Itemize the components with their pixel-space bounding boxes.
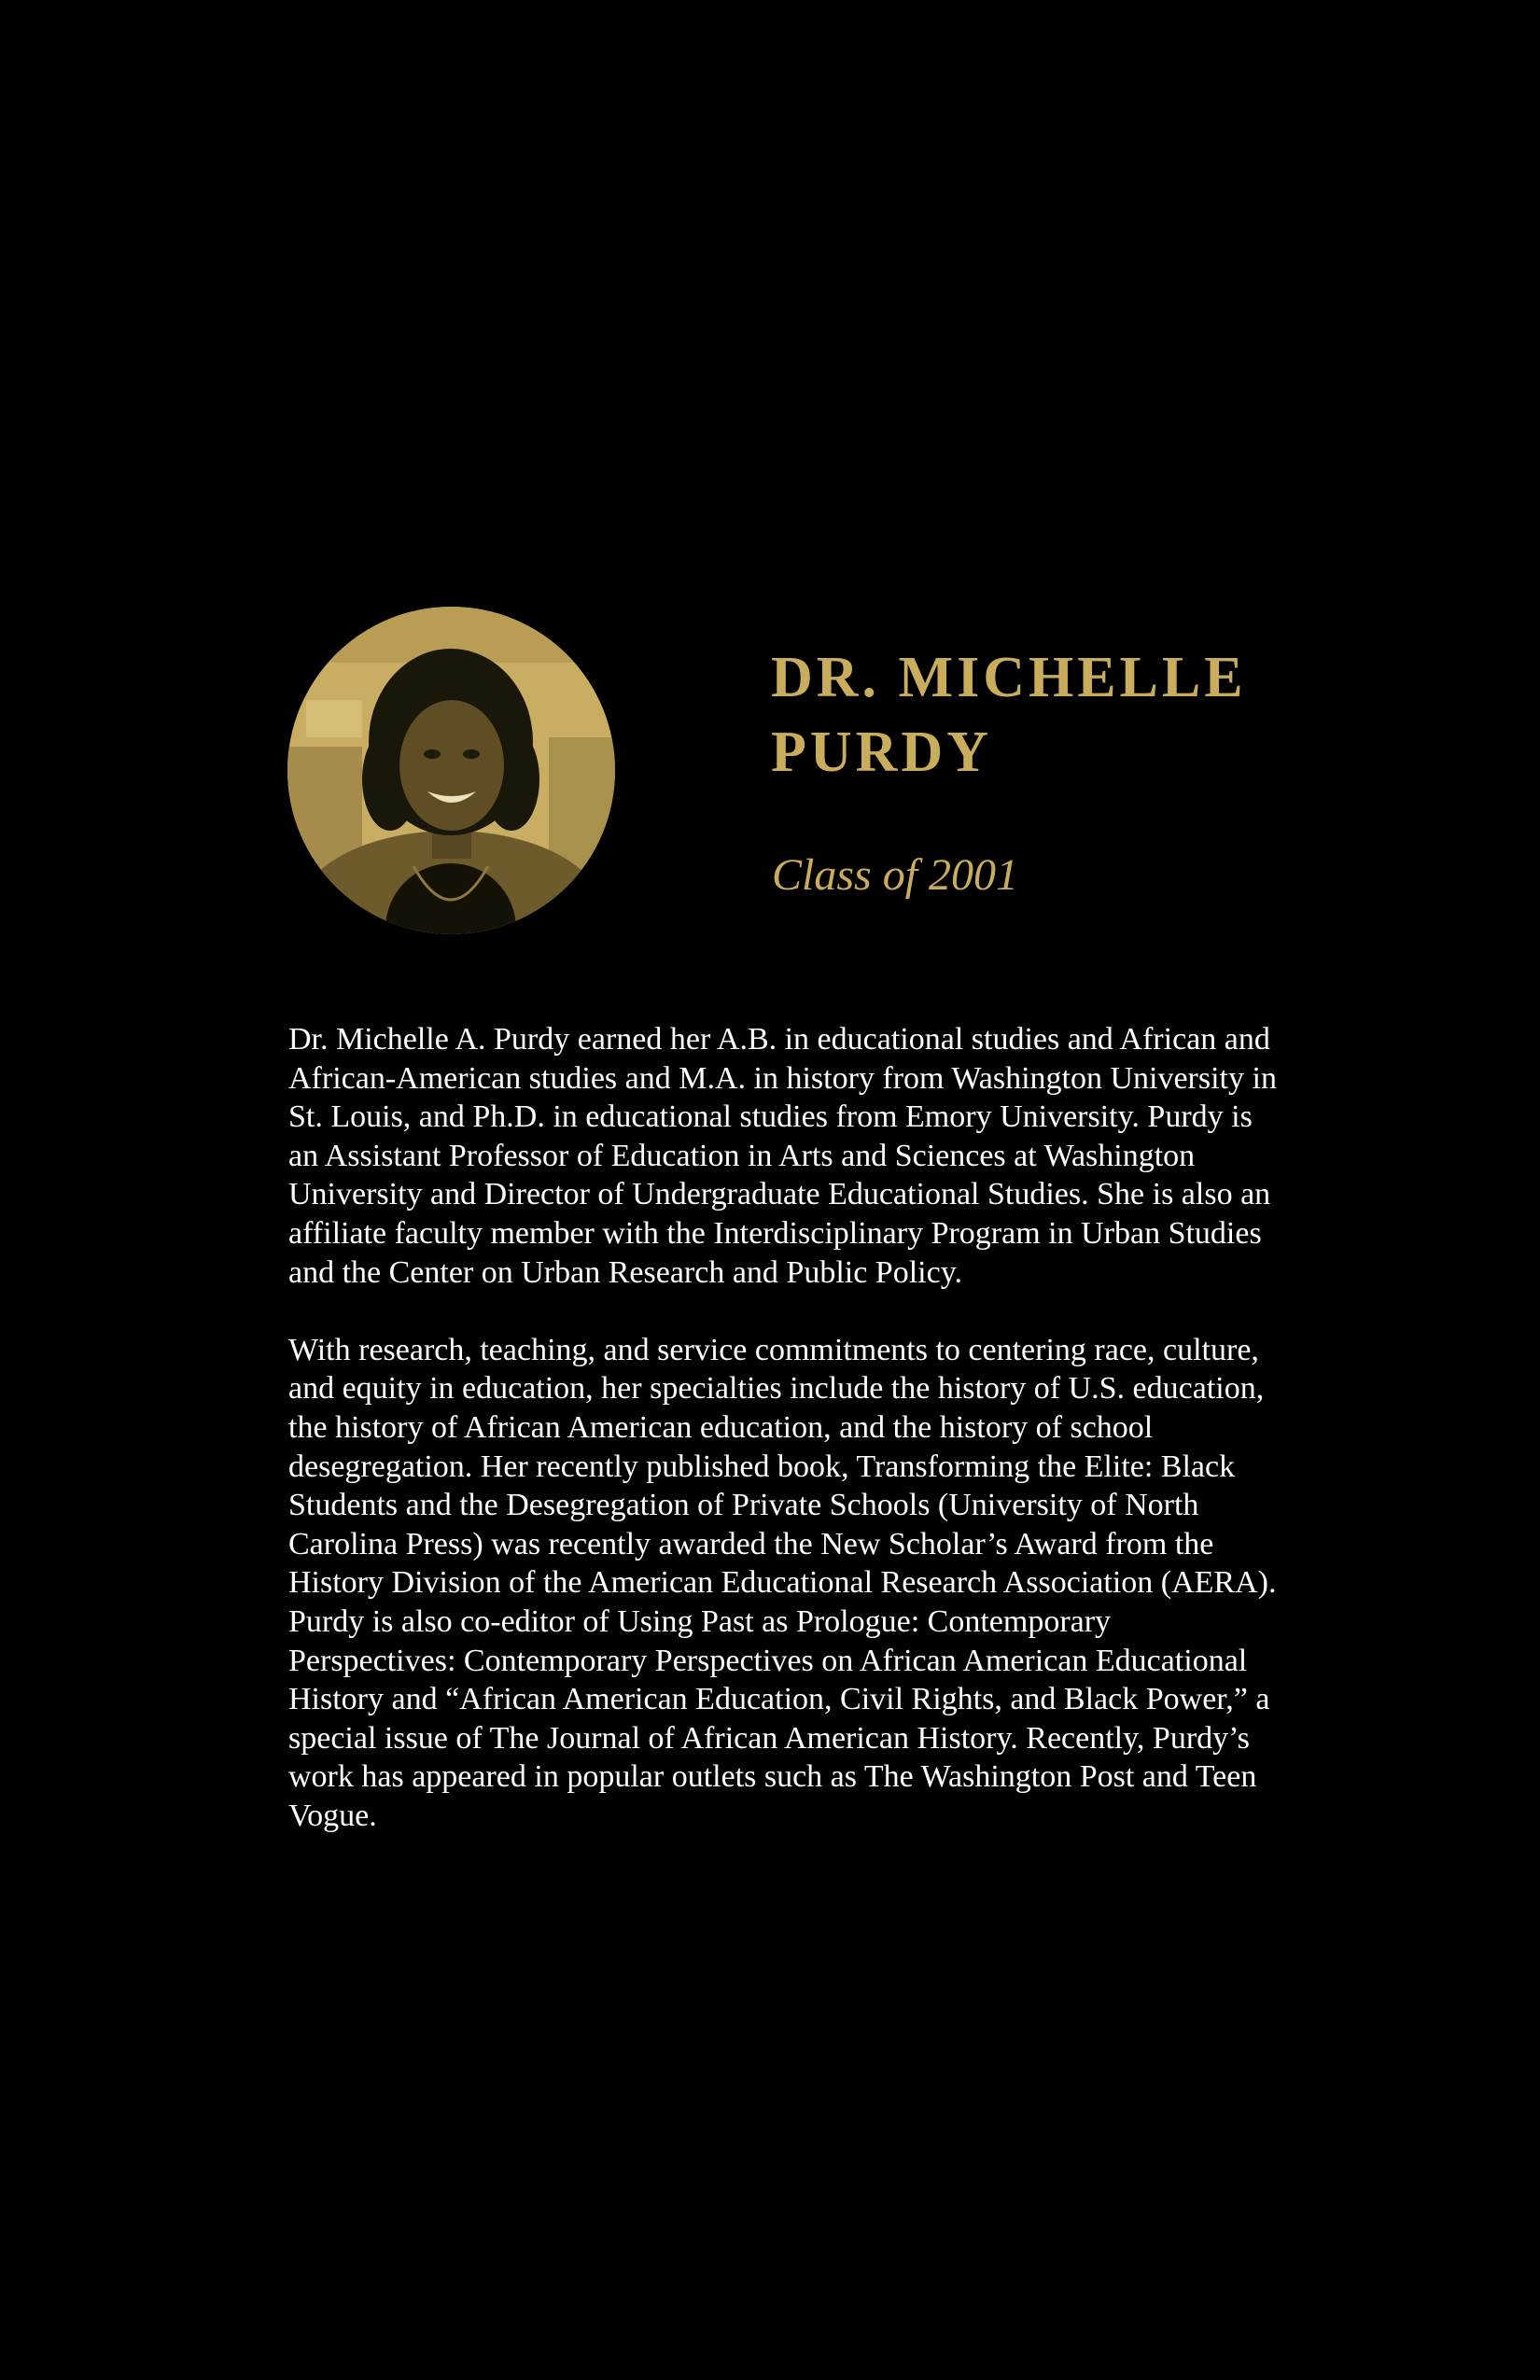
class-year: Class of 2001 (772, 850, 1019, 900)
bio-paragraph-2: With research, teaching, and service commitments to centering race, culture, and equity in education, her specialties include the history of U.S. education, the history of African American education, and the history of school desegregation. Her recently published book, Transforming the Elite: Black Students and the Desegregation of Private Schools (University of North Carolina Press) was recently awarded the New Scholar’s Award from the History Division of the American Educational Research Association (AERA). Purdy is also co-editor of Using Past as Prologue: Contemporary Perspectives: Contemporary Perspectives on African American Educational History and “African American Education, Civil Rights, and Black Power,” a special issue of The Journal of African American History. Recently, Purdy’s work has appeared in popular outlets such as The Washington Post and Teen Vogue. (288, 1332, 1277, 1833)
portrait-photo (287, 607, 615, 934)
bio-paragraph-1: Dr. Michelle A. Purdy earned her A.B. in educational studies and African and African-American studies and M.A. in history from Washington University in St. Louis, and Ph.D. in educational studies from Emory University. Purdy is an Assistant Professor of Education in Arts and Sciences at Washington University and Director of Undergraduate Educational Studies. She is also an affiliate faculty member with the Interdisciplinary Program in Urban Studies and the Center on Urban Research and Public Policy. (288, 1022, 1277, 1290)
biography (288, 1020, 1278, 1835)
person-name (771, 640, 1424, 790)
name-line-1: DR. MICHELLE (771, 646, 1247, 709)
name-line-2: PURDY (771, 721, 992, 784)
